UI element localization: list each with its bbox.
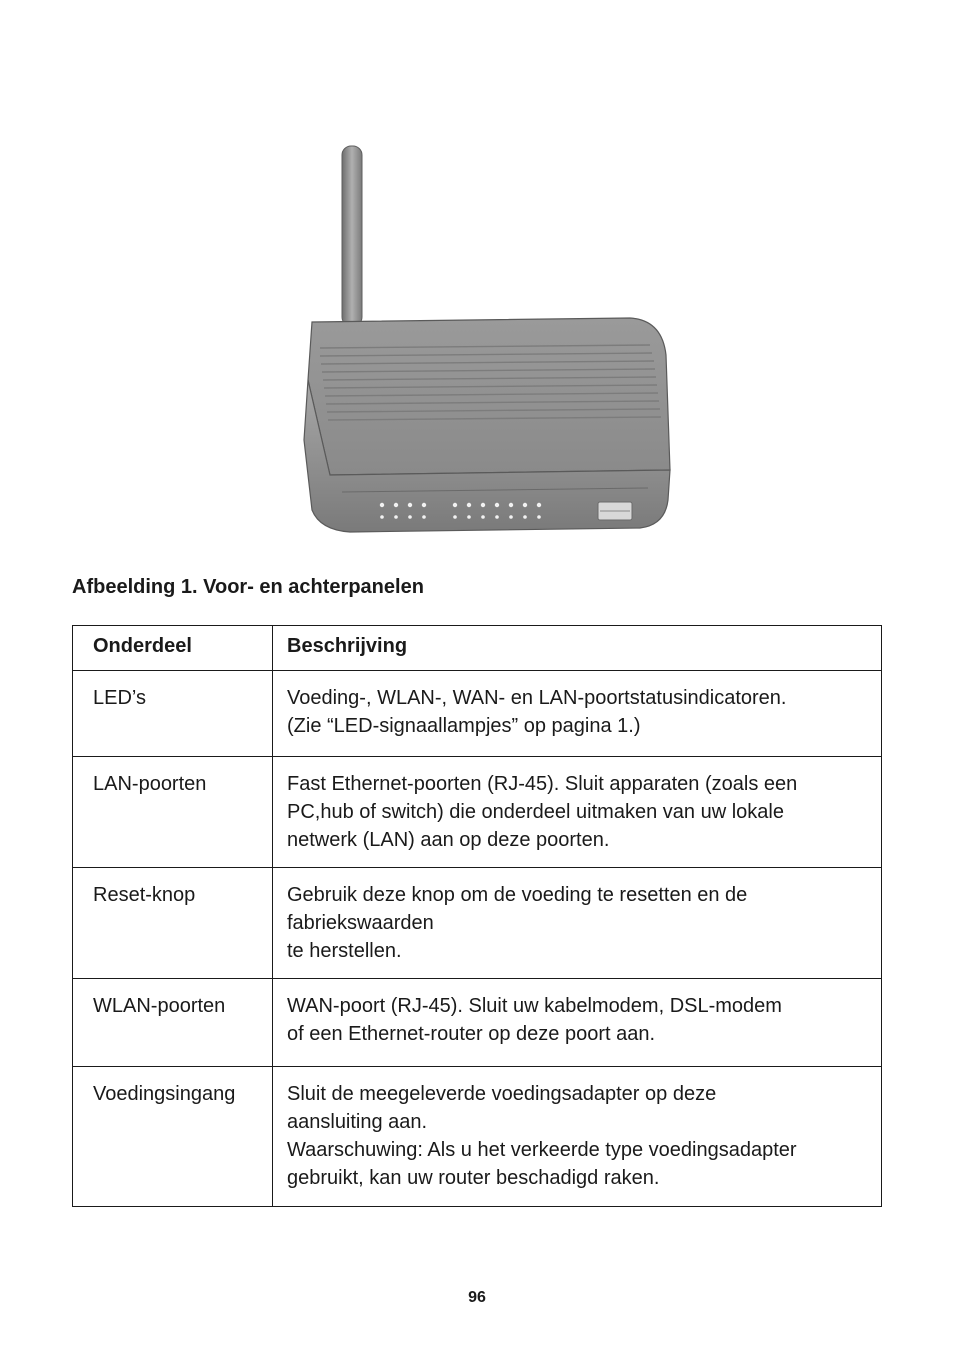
table-row [73,1067,882,1207]
description-line: Fast Ethernet-poorten (RJ-45). Sluit apparaten (zoals een [287,773,798,795]
description-line: Gebruik deze knop om de voeding te resetten en de [287,884,748,906]
description-line: of een Ethernet-router op deze poort aan. [287,1023,656,1045]
description-line: (Zie “LED-signaallampjes” op pagina 1.) [287,715,641,737]
router-icon [290,140,680,540]
part-name: WLAN-poorten [73,979,273,1067]
part-name: LED’s [73,671,273,757]
description-line: te herstellen. [287,940,402,962]
column-header-part: Onderdeel [73,626,273,671]
part-name: LAN-poorten [73,757,273,868]
description-line: netwerk (LAN) aan op deze poorten. [287,829,610,851]
description-line: gebruikt, kan uw router beschadigd raken. [287,1167,660,1189]
part-description [273,979,882,1067]
table-header-row [73,626,882,671]
description-line: PC,hub of switch) die onderdeel uitmaken van uw lokale [287,801,784,823]
description-line: Waarschuwing: Als u het verkeerde type voedingsadapter [287,1139,797,1161]
description-line: aansluiting aan. [287,1111,428,1133]
part-description [273,1067,882,1207]
table-row [73,979,882,1067]
column-header-description: Beschrijving [273,626,882,671]
figure-caption: Afbeelding 1. Voor- en achterpanelen [72,576,424,598]
description-line: Voeding-, WLAN-, WAN- en LAN-poortstatusindicatoren. [287,687,787,709]
part-description [273,757,882,868]
table-row [73,868,882,979]
page-number: 96 [468,1289,486,1306]
table-row [73,671,882,757]
description-line: fabriekswaarden [287,912,434,934]
description-line: WAN-poort (RJ-45). Sluit uw kabelmodem, DSL-modem [287,995,782,1017]
router-image [290,140,680,540]
part-name: Voedingsingang [73,1067,273,1207]
part-name: Reset-knop [73,868,273,979]
part-description [273,868,882,979]
description-line: Sluit de meegeleverde voedingsadapter op deze [287,1083,717,1105]
table-row [73,757,882,868]
part-description [273,671,882,757]
parts-table [72,625,882,1207]
